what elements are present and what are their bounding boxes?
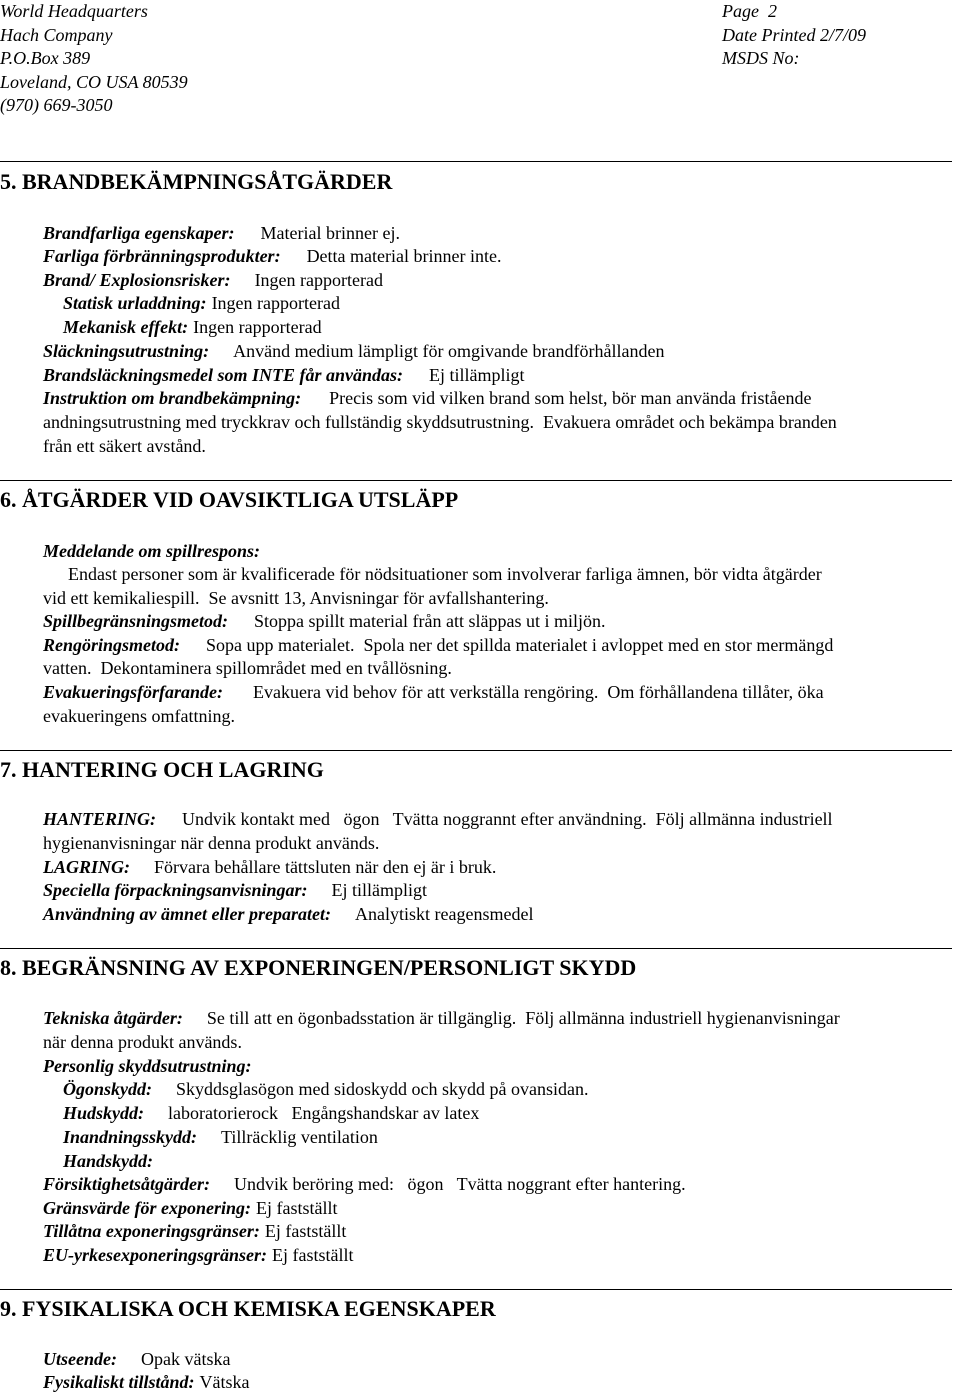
field-value: Ingen rapporterad (254, 270, 383, 290)
field-label: Evakueringsförfarande: (43, 682, 224, 702)
s6-line: Meddelande om spillrespons: (43, 541, 261, 561)
s6-line (43, 681, 824, 705)
field-value: Skyddsglasögon med sidoskydd och skydd på ovansidan. (176, 1079, 589, 1099)
company-address (0, 0, 188, 118)
divider (0, 1289, 952, 1290)
s5-line (43, 387, 811, 411)
address-line: Hach Company (0, 24, 113, 45)
field-label: Spillbegränsningsmetod: (43, 611, 229, 631)
s7-line (43, 808, 833, 832)
s8-line (43, 1244, 354, 1268)
address-line: (970) 669-3050 (0, 95, 113, 115)
divider (0, 480, 952, 481)
field-label: Statisk urladdning: (63, 293, 207, 313)
s8-line: Handskydd: (63, 1151, 153, 1171)
field-value: Ej tillämpligt (331, 880, 428, 900)
page-meta (722, 0, 866, 71)
field-value: Material brinner ej. (260, 223, 400, 243)
field-value: Detta material brinner inte. (306, 246, 502, 266)
section-6-title: 6. ÅTGÄRDER VID OAVSIKTLIGA UTSLÄPP (0, 487, 459, 512)
field-value: Opak vätska (140, 1349, 231, 1369)
s6-line: Endast personer som är kvalificerade för nödsituationer som involverar farliga ämnen, bör vidta åtgärder (68, 564, 822, 584)
divider (0, 948, 952, 949)
field-value: Förvara behållare tättsluten när den ej är i bruk. (154, 857, 497, 877)
field-label: EU-yrkesexponeringsgränser: (43, 1245, 268, 1265)
field-label: Mekanisk effekt: (63, 317, 189, 337)
field-value: Ej fastställt (272, 1245, 354, 1265)
date-printed: Date Printed 2/7/09 (722, 24, 866, 45)
field-label: Hudskydd: (63, 1103, 144, 1123)
s5-line (43, 222, 400, 246)
field-label: Instruktion om brandbekämpning: (43, 388, 302, 408)
field-value: Precis som vid vilken brand som helst, bör man använda fristående (329, 388, 812, 408)
address-line: World Headquarters (0, 1, 148, 21)
field-value: Sopa upp materialet. Spola ner det spillda materialet i avloppet med en stor mermängd (206, 635, 834, 655)
field-label: Brandsläckningsmedel som INTE får användas: (43, 365, 404, 385)
field-label: Användning av ämnet eller preparatet: (43, 904, 331, 924)
s7-line (43, 879, 427, 903)
field-label: Försiktighetsåtgärder: (43, 1174, 211, 1194)
s6-line: vid ett kemikaliespill. Se avsnitt 13, Anvisningar för avfallshantering. (43, 588, 549, 608)
field-value: Ej fastställt (256, 1198, 338, 1218)
s5-line (43, 245, 501, 269)
s5-line (63, 316, 322, 340)
s8-line (43, 1197, 338, 1221)
field-value: Se till att en ögonbadsstation är tillgänglig. Följ allmänna industriell hygienanvisningar (206, 1008, 840, 1028)
s5-line: andningsutrustning med tryckkrav och fullständig skyddsutrustning. Evakuera området och bekämpa branden (43, 412, 837, 432)
s8-line (43, 1220, 346, 1244)
field-value: Analytiskt reagensmedel (355, 904, 534, 924)
field-label: Speciella förpackningsanvisningar: (43, 880, 308, 900)
s5-line (63, 292, 340, 316)
section-7-title: 7. HANTERING OCH LAGRING (0, 757, 324, 782)
field-value: Ingen rapporterad (211, 293, 340, 313)
divider (0, 161, 952, 162)
section-5-title: 5. BRANDBEKÄMPNINGSÅTGÄRDER (0, 169, 393, 194)
field-label: Gränsvärde för exponering: (43, 1198, 252, 1218)
s8-line: när denna produkt används. (43, 1032, 242, 1052)
s5-line: från ett säkert avstånd. (43, 436, 206, 456)
s8-line (43, 1007, 840, 1031)
divider (0, 750, 952, 751)
field-label: Brand/ Explosionsrisker: (43, 270, 231, 290)
s5-line (43, 364, 525, 388)
s8-line (43, 1173, 686, 1197)
field-label: Farliga förbränningsprodukter: (43, 246, 281, 266)
field-value: Ingen rapporterad (193, 317, 322, 337)
field-label: Tillåtna exponeringsgränser: (43, 1221, 260, 1241)
field-label: Tekniska åtgärder: (43, 1008, 183, 1028)
field-label: Ögonskydd: (63, 1079, 152, 1099)
s8-line (63, 1102, 479, 1126)
field-label: LAGRING: (43, 857, 131, 877)
field-value: Evakuera vid behov för att verkställa rengöring. Om förhållandena tillåter, öka (253, 682, 824, 702)
s6-line (43, 610, 606, 634)
s8-line: Personlig skyddsutrustning: (43, 1056, 252, 1076)
section-9-title: 9. FYSIKALISKA OCH KEMISKA EGENSKAPER (0, 1296, 496, 1321)
s5-line (43, 340, 664, 364)
s9-line (43, 1371, 250, 1395)
address-line: Loveland, CO USA 80539 (0, 71, 188, 92)
field-value: Stoppa spillt material från att släppas ut i miljön. (254, 611, 606, 631)
page-number: Page 2 (722, 1, 777, 21)
field-value: Ej tillämpligt (429, 365, 525, 385)
s6-line: vatten. Dekontaminera spillområdet med en tvållösning. (43, 658, 452, 678)
field-value: Tillräcklig ventilation (221, 1127, 378, 1147)
field-value: Vätska (199, 1372, 250, 1392)
field-label: Släckningsutrustning: (43, 341, 210, 361)
field-value: Ej fastställt (264, 1221, 347, 1241)
field-label: Rengöringsmetod: (43, 635, 181, 655)
s7-line: hygienanvisningar när denna produkt används. (43, 833, 380, 853)
s7-line (43, 903, 533, 927)
field-value: Undvik kontakt med ögon Tvätta noggrannt efter användning. Följ allmänna industriell (182, 809, 833, 829)
s8-line (63, 1078, 588, 1102)
field-label: Brandfarliga egenskaper: (43, 223, 235, 243)
s9-line (43, 1348, 230, 1372)
s7-line (43, 856, 496, 880)
s5-line (43, 269, 383, 293)
address-line: P.O.Box 389 (0, 48, 91, 68)
field-label: Utseende: (43, 1349, 117, 1369)
field-label: HANTERING: (43, 809, 157, 829)
field-value: laboratorierock Engångshandskar av latex (168, 1103, 480, 1123)
field-label: Fysikaliskt tillstånd: (43, 1372, 195, 1392)
field-value: Undvik beröring med: ögon Tvätta noggrant efter hantering. (234, 1174, 686, 1194)
msds-number: MSDS No: (722, 48, 800, 68)
s6-line (43, 634, 833, 658)
s6-line: evakueringens omfattning. (43, 706, 235, 726)
section-8-title: 8. BEGRÄNSNING AV EXPONERINGEN/PERSONLIGT SKYDD (0, 955, 637, 980)
s8-line (63, 1126, 378, 1150)
field-label: Inandningsskydd: (63, 1127, 198, 1147)
field-value: Använd medium lämpligt för omgivande brandförhållanden (233, 341, 665, 361)
